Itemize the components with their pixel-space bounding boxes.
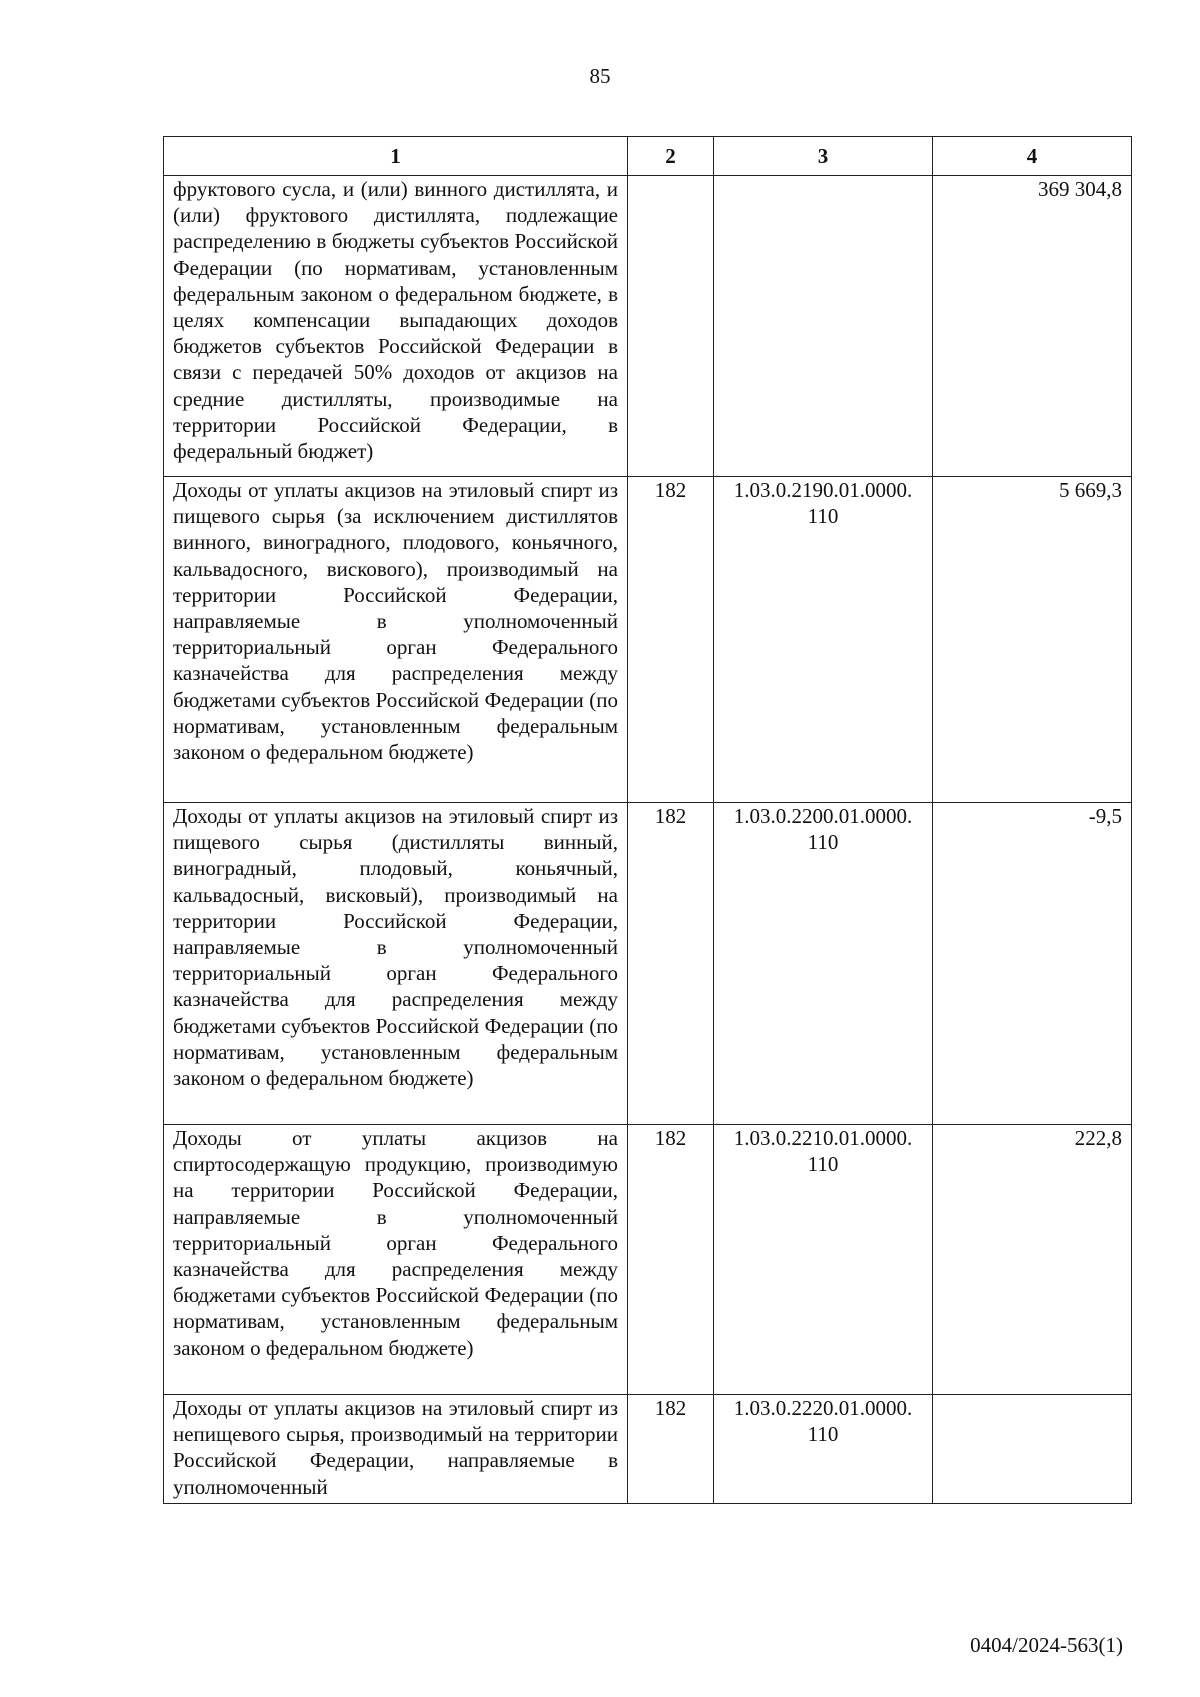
row-amount: -9,5 [933, 803, 1132, 1125]
page-number: 85 [589, 64, 611, 88]
table-row [164, 1395, 1132, 1504]
row-budget-code: 1.03.0.2200.01.0000. 110 [714, 803, 933, 1125]
column-header: 1 [164, 137, 628, 176]
table-header-row [164, 137, 1132, 176]
row-admin-code: 182 [628, 477, 714, 803]
row-budget-code [714, 176, 933, 477]
row-amount: 369 304,8 [933, 176, 1132, 477]
row-description: Доходы от уплаты акцизов на этиловый спирт из пищевого сырья (за исключением дистиллятов винного, виноградного, плодового, коньячного, кальвадосного, вискового), производимый на территории Российской Федерации, направляемые в уполномоченный территориальный орган Федерального казначейства для распределения между бюджетами субъектов Российской Федерации (по нормативам, установленным федеральным законом о федеральном бюджете) [164, 477, 628, 803]
row-admin-code: 182 [628, 1125, 714, 1395]
row-description: Доходы от уплаты акцизов на этиловый спирт из непищевого сырья, производимый на территории Российской Федерации, направляемые в уполномоченный [164, 1395, 628, 1504]
row-amount: 5 669,3 [933, 477, 1132, 803]
row-budget-code: 1.03.0.2190.01.0000. 110 [714, 477, 933, 803]
row-description: фруктового сусла, и (или) винного дистиллята, и (или) фруктового дистиллята, подлежащие распределению в бюджеты субъектов Российской Федерации (по нормативам, установленным федеральным законом о федеральном бюджете, в целях компенсации выпадающих доходов бюджетов субъектов Российской Федерации в связи с передачей 50% доходов от акцизов на средние дистилляты, производимые на территории Российской Федерации, в федеральный бюджет) [164, 176, 628, 477]
table-row [164, 803, 1132, 1125]
column-header: 3 [714, 137, 933, 176]
row-amount [933, 1395, 1132, 1504]
revenue-table [163, 136, 1132, 1504]
row-admin-code [628, 176, 714, 477]
column-header: 2 [628, 137, 714, 176]
table-row [164, 1125, 1132, 1395]
row-budget-code: 1.03.0.2220.01.0000. 110 [714, 1395, 933, 1504]
row-description: Доходы от уплаты акцизов на спиртосодержащую продукцию, производимую на территории Российской Федерации, направляемые в уполномоченный территориальный орган Федерального казначейства для распределения между бюджетами субъектов Российской Федерации (по нормативам, установленным федеральным законом о федеральном бюджете) [164, 1125, 628, 1395]
document-code: 0404/2024-563(1) [970, 1633, 1123, 1657]
table-row [164, 477, 1132, 803]
row-admin-code: 182 [628, 803, 714, 1125]
column-header: 4 [933, 137, 1132, 176]
row-admin-code: 182 [628, 1395, 714, 1504]
row-budget-code: 1.03.0.2210.01.0000. 110 [714, 1125, 933, 1395]
row-amount: 222,8 [933, 1125, 1132, 1395]
row-description: Доходы от уплаты акцизов на этиловый спирт из пищевого сырья (дистилляты винный, виноградный, плодовый, коньячный, кальвадосный, висковый), производимый на территории Российской Федерации, направляемые в уполномоченный территориальный орган Федерального казначейства для распределения между бюджетами субъектов Российской Федерации (по нормативам, установленным федеральным законом о федеральном бюджете) [164, 803, 628, 1125]
table-row [164, 176, 1132, 477]
